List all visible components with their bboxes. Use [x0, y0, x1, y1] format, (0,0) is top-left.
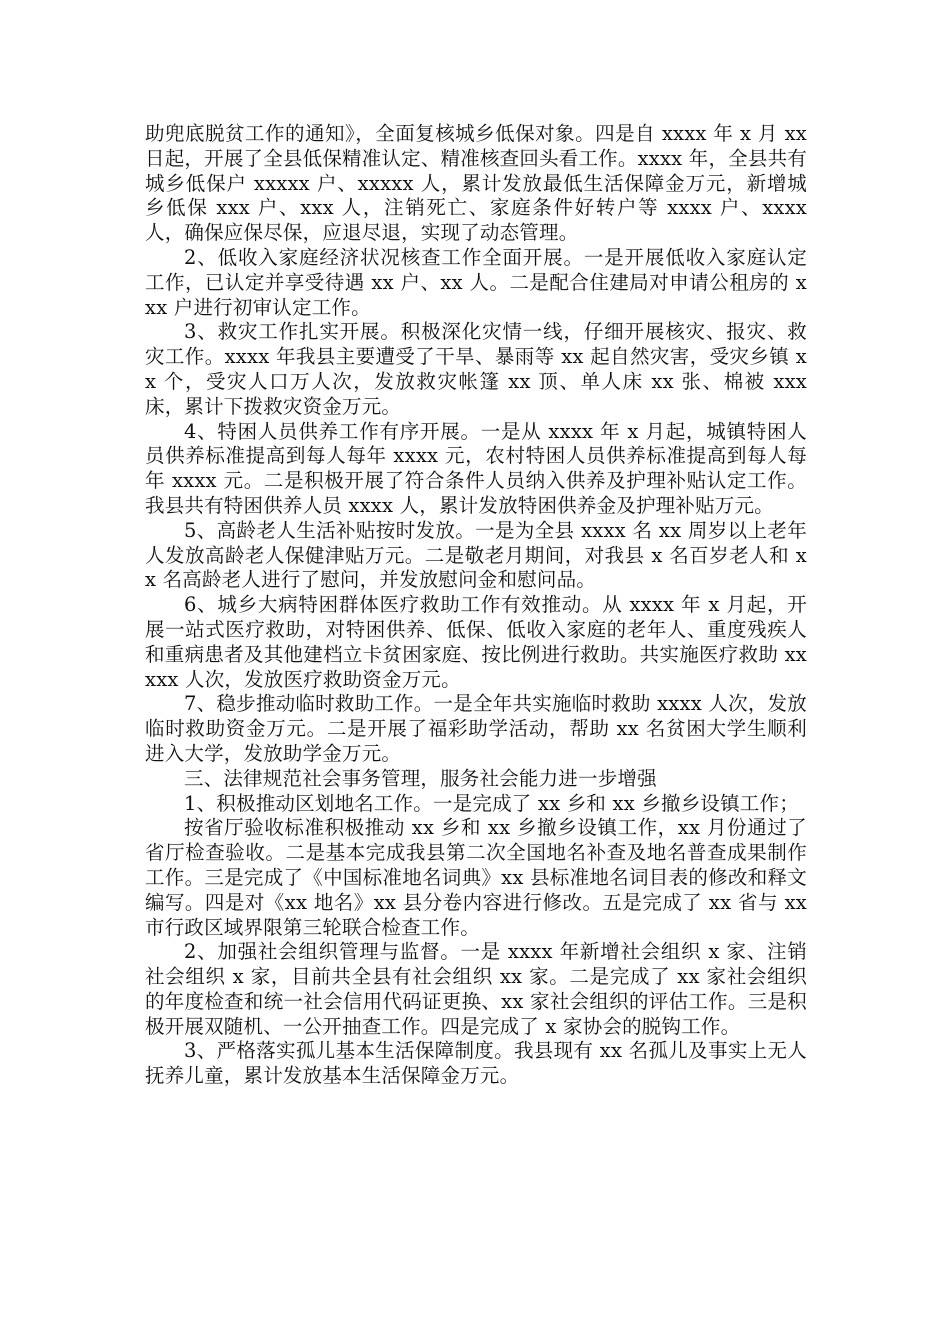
paragraph-8: 1、积极推动区划地名工作。一是完成了 xx 乡和 xx 乡撤乡设镇工作； [184, 791, 799, 815]
paragraph-10: 2、加强社会组织管理与监督。一是 xxxx 年新增社会组织 x 家、注销社会组织 x 家，目前共全县有社会组织 xx 家。二是完成了 xx 家社会组织的年度检查和统一社会信用代码证更换、xx 家社会组织的评估工作。三是积极开展双随机、一公开抽查工作。四是完成了 x 家协会的脱钩工作。 [145, 940, 807, 1038]
paragraph-9: 按省厅验收标准积极推动 xx 乡和 xx 乡撤乡设镇工作，xx 月份通过了省厅检查验收。二是基本完成我县第二次全国地名补查及地名普查成果制作工作。三是完成了《中国标准地名词典》xx 县标准地名词目表的修改和释文编写。四是对《xx 地名》xx 县分卷内容进行修改。五是完成了 xx 省与 xx 市行政区域界限第三轮联合检查工作。 [145, 816, 807, 939]
paragraph-2: 2、低收入家庭经济状况核查工作全面开展。一是开展低收入家庭认定工作，已认定并享受待遇 xx 户、xx 人。二是配合住建局对申请公租房的 xxx 户进行初审认定工作。 [145, 245, 807, 319]
paragraph-7: 7、稳步推动临时救助工作。一是全年共实施临时救助 xxxx 人次，发放临时救助资金万元。二是开展了福彩助学活动，帮助 xx 名贫困大学生顺利进入大学，发放助学金万元。 [145, 692, 807, 765]
paragraph-5: 5、高龄老人生活补贴按时发放。一是为全县 xxxx 名 xx 周岁以上老年人发放高龄老人保健津贴万元。二是敬老月期间，对我县 x 名百岁老人和 xx 名高龄老人进行了慰问，并发放慰问金和慰问品。 [145, 518, 807, 592]
document-page [145, 122, 807, 1089]
paragraph-1: 助兜底脱贫工作的通知》，全面复核城乡低保对象。四是自 xxxx 年 x 月 xx 日起，开展了全县低保精准认定、精准核查回头看工作。xxxx 年，全县共有城乡低保户 xxxxx 户、xxxxx 人，累计发放最低生活保障金万元，新增城乡低保 xxx 户、xxx 人，注销死亡、家庭条件好转户等 xxxx 户、xxxx 人，确保应保尽保，应退尽退，实现了动态管理。 [145, 122, 807, 245]
paragraph-3: 3、救灾工作扎实开展。积极深化灾情一线，仔细开展核灾、报灾、救灾工作。xxxx 年我县主要遭受了干旱、暴雨等 xx 起自然灾害，受灾乡镇 xx 个，受灾人口万人次，发放救灾帐篷 xx 顶、单人床 xx 张、棉被 xxx 床，累计下拨救灾资金万元。 [145, 320, 807, 418]
paragraph-6: 6、城乡大病特困群体医疗救助工作有效推动。从 xxxx 年 x 月起，开展一站式医疗救助，对特困供养、低保、低收入家庭的老年人、重度残疾人和重病患者及其他建档立卡贫困家庭、按比例进行救助。共实施医疗救助 xxxxx 人次，发放医疗救助资金万元。 [145, 593, 807, 691]
paragraph-4: 4、特困人员供养工作有序开展。一是从 xxxx 年 x 月起，城镇特困人员供养标准提高到每人每年 xxxx 元，农村特困人员供养标准提高到每人每年 xxxx 元。二是积极开展了符合条件人员纳入供养及护理补贴认定工作。我县共有特困供养人员 xxxx 人，累计发放特困供养金及护理补贴万元。 [145, 419, 807, 517]
paragraph-11: 3、严格落实孤儿基本生活保障制度。我县现有 xx 名孤儿及事实上无人抚养儿童，累计发放基本生活保障金万元。 [145, 1039, 807, 1088]
section-heading: 三、法律规范社会事务管理，服务社会能力进一步增强 [184, 766, 657, 790]
